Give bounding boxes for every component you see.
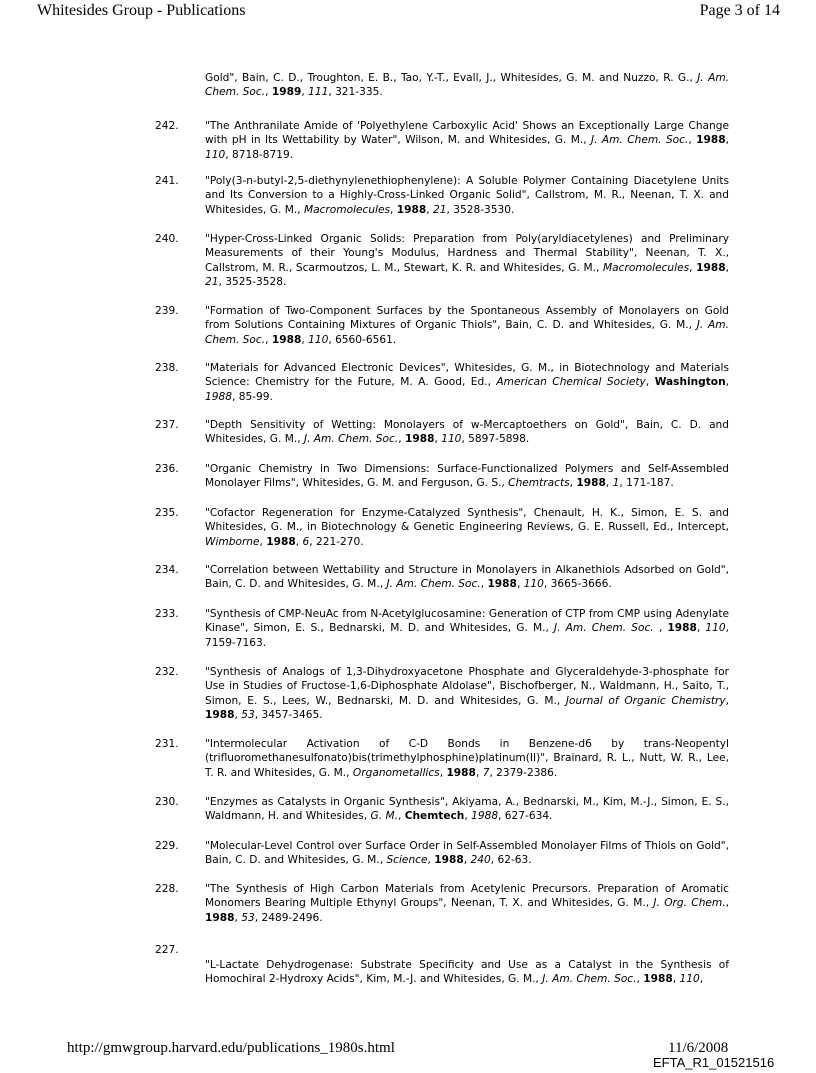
entry-number: 232. [155,666,179,678]
entry-number: 229. [155,840,179,852]
entry-number: 235. [155,507,179,519]
entry-number: 230. [155,796,179,808]
entry-number: 233. [155,608,179,620]
entry-number: 227. [155,944,179,956]
entry-number: 234. [155,564,179,576]
entry-number: 239. [155,305,179,317]
journal-name: J. Am. Chem. Soc. [205,72,730,99]
entry-number: 237. [155,419,179,431]
entry-number: 241. [155,175,179,187]
entry-number: 236. [155,463,179,475]
entry-number: 231. [155,738,179,750]
entry-number: 240. [155,233,179,245]
document-id: EFTA_R1_01521516 [653,1055,775,1070]
footer-url: http://gmwgroup.harvard.edu/publications_1980s.html [67,1040,395,1056]
page-header-title: Whitesides Group - Publications [37,2,246,19]
footer-date: 11/6/2008 [668,1040,729,1056]
entry-number: 242. [155,120,179,132]
page-number: Page 3 of 14 [699,2,780,19]
entry-number: 228. [155,883,179,895]
entry-number: 238. [155,362,179,374]
